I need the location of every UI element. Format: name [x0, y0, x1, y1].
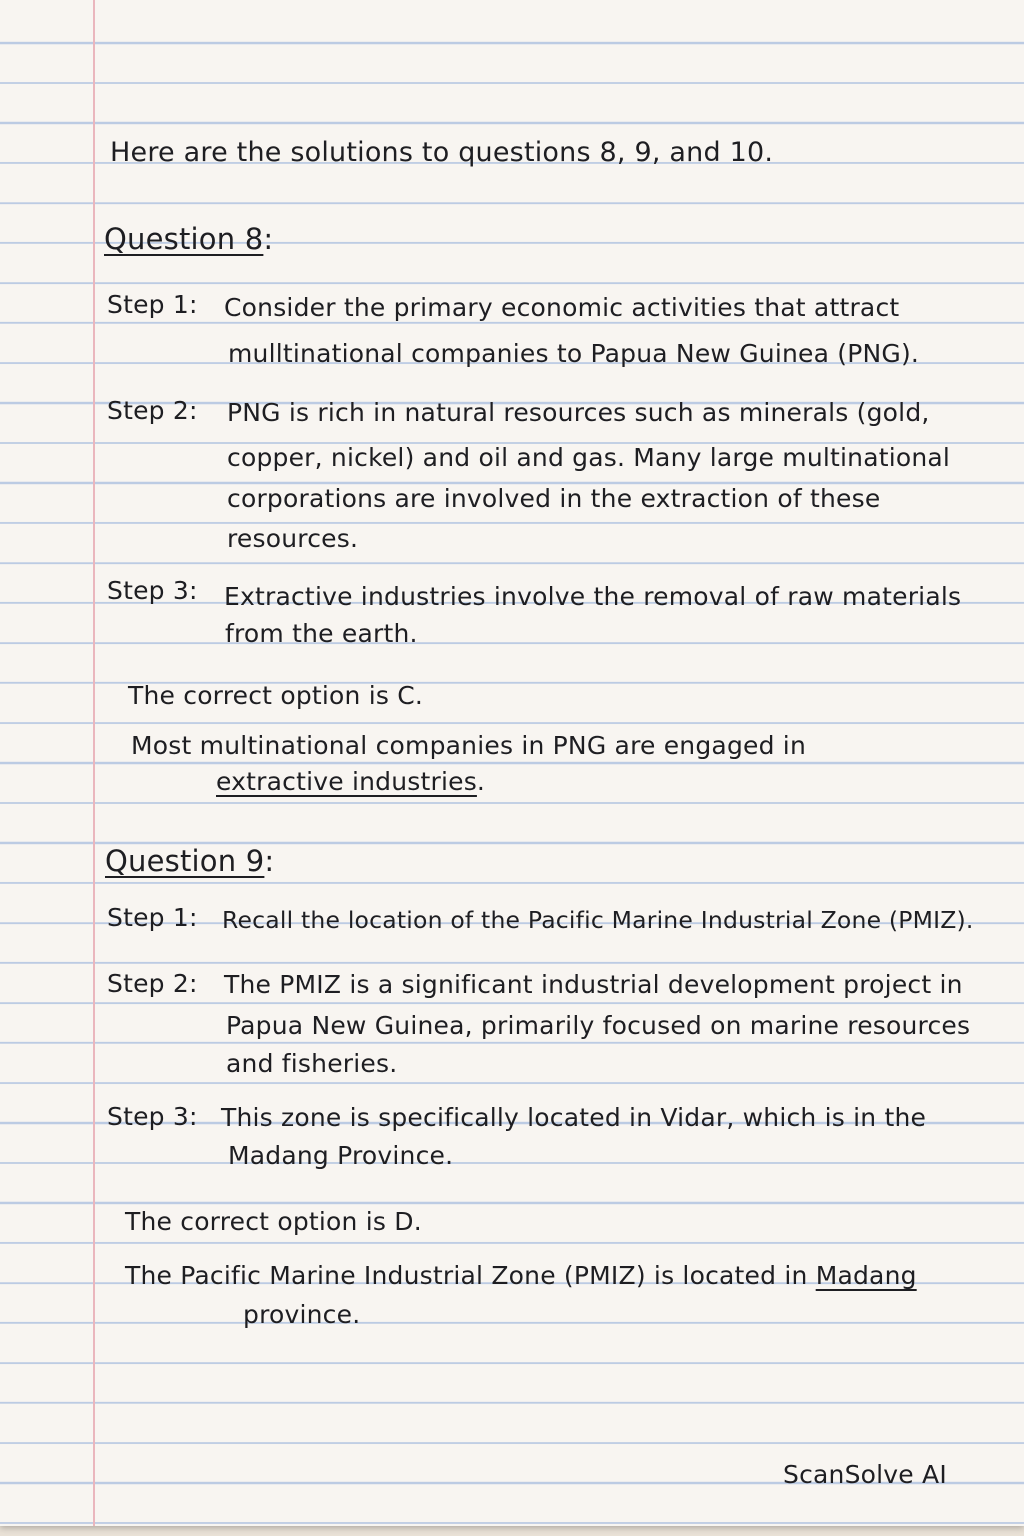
q9-correct-option: The correct option is D. [125, 1207, 422, 1236]
question-9-heading [105, 846, 274, 876]
q8-step-2-line-2: copper, nickel) and oil and gas. Many large multinational [227, 443, 951, 472]
question-8-title: Question 8 [104, 222, 264, 256]
q8-answer-line-2 [216, 767, 485, 797]
q9-step-3-line-1: This zone is specifically located in Vidar, which is in the [221, 1103, 927, 1132]
q8-step-2-line-3: corporations are involved in the extraction of these [227, 484, 881, 513]
q9-step-2-line-3: and fisheries. [226, 1049, 398, 1078]
q8-step-2-line-4: resources. [227, 524, 359, 553]
q9-step-3-label: Step 3: [107, 1102, 198, 1131]
q8-answer-period: . [476, 767, 486, 796]
q9-answer-line-1 [125, 1261, 917, 1291]
q9-step-2-label: Step 2: [107, 969, 198, 998]
q8-step-2-label: Step 2: [107, 396, 198, 425]
q8-step-1-line-2: mulltinational companies to Papua New Guinea (PNG). [228, 339, 920, 368]
q9-step-2-line-1: The PMIZ is a significant industrial development project in [224, 970, 963, 999]
question-8-colon: : [263, 222, 274, 256]
q8-step-3-line-1: Extractive industries involve the removal of raw materials [224, 582, 962, 611]
q8-step-3-line-2: from the earth. [225, 619, 418, 648]
q8-answer-line-1: Most multinational companies in PNG are engaged in [131, 731, 807, 760]
margin-line [93, 0, 95, 1526]
q8-step-2-line-1: PNG is rich in natural resources such as minerals (gold, [227, 398, 930, 427]
q9-step-1-line-1: Recall the location of the Pacific Marine Industrial Zone (PMIZ). [222, 906, 974, 934]
q8-answer-underlined: extractive industries [216, 767, 477, 796]
q8-step-1-line-1: Consider the primary economic activities that attract [224, 293, 900, 322]
question-8-heading [104, 224, 273, 254]
q8-step-3-label: Step 3: [107, 576, 198, 605]
scansolve-watermark: ScanSolve AI [783, 1460, 947, 1489]
question-9-title: Question 9 [105, 844, 265, 878]
q9-step-3-line-2: Madang Province. [228, 1141, 454, 1170]
q9-answer-start: The Pacific Marine Industrial Zone (PMIZ) is located in [125, 1261, 816, 1290]
q9-step-1-label: Step 1: [107, 903, 198, 932]
q8-correct-option: The correct option is C. [128, 681, 424, 710]
q9-step-2-line-2: Papua New Guinea, primarily focused on marine resources [226, 1011, 971, 1040]
question-9-colon: : [264, 844, 275, 878]
intro-text: Here are the solutions to questions 8, 9, and 10. [110, 137, 774, 168]
q8-step-1-label: Step 1: [107, 290, 198, 319]
q9-answer-underlined: Madang [815, 1261, 917, 1290]
q9-answer-line-2: province. [243, 1300, 361, 1329]
